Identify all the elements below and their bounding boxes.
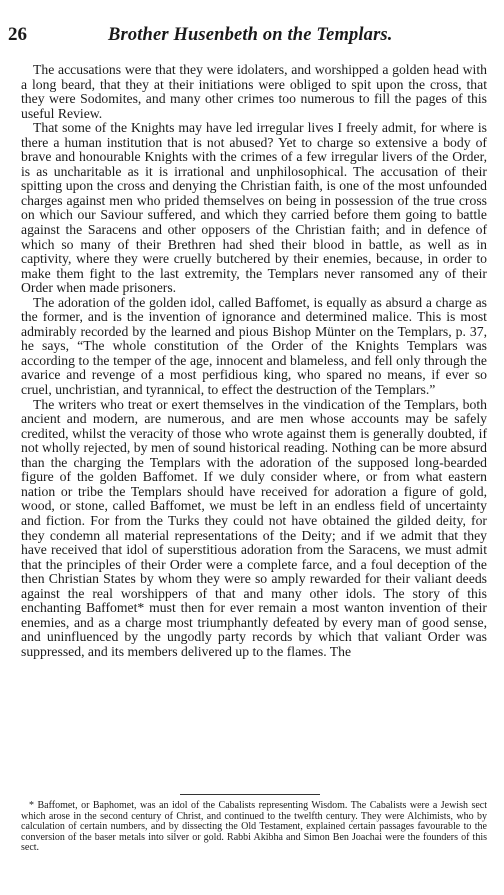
- running-title: Brother Husenbeth on the Templars.: [108, 25, 393, 45]
- paragraph-vindication: The writers who treat or exert themselves in the vindication of the Templars, both ancient and modern, are numerous, and are men whose accounts may be safely credited, whilst the veracity of those who wrote against them is generally doubted, if not wholly rejected, by men of sound historical reading. Nothing can be more absurd than the charging the Templars with the adoration of the supposed long-bearded figure of the golden Baffomet. If we duly consider where, or from what eastern nation or tribe the Templars should have received for adoration a figure of gold, wood, or stone, called Baffomet, we must be left in an endless field of uncertainty and fiction. For from the Turks they could not have obtained the gilded deity, for they condemn all material representations of the Deity; and if we admit that they have received that idol of superstitious adoration from the Saracens, we must admit that the principles of their Order were a complete farce, and a foul deception of the then Christian States by whom they were so amply rewarded for their valiant deeds against the real worshippers of that and many other idols. The story of this enchanting Baffomet* must then for ever remain a most wanton invention of their enemies, and as a charge most triumphantly defeated by every man of good sense, and uninfluenced by the ungodly party records by which that valiant Order was suppressed, and its members delivered up to the flames. The: [21, 396, 487, 659]
- footnote-divider: [180, 794, 320, 795]
- footnote: * Baffomet, or Baphomet, was an idol of the Cabalists representing Wisdom. The Cabalists were a Jewish sect which arose in the second century of Christ, and continued to the twelfth century. They were Alchimists, who by calculation of certain numbers, and by dissecting the Old Testament, explained certain passages favourable to the conversion of the baser metals into silver or gold. Rabbi Akibha and Simon Ben Joachai were the founders of this sect.: [21, 800, 487, 854]
- body-text: [21, 63, 487, 659]
- page-header: [8, 24, 490, 52]
- paragraph-accusations: The accusations were that they were idolaters, and worshipped a golden head with a long beard, that they at their initiations were obliged to spit upon the cross, that they were Sodomites, and many other crimes too numerous to fill the pages of this useful Review.: [21, 62, 487, 121]
- paragraph-irregular-lives: That some of the Knights may have led irregular lives I freely admit, for where is there a human institution that is not abused? Yet to charge so extensive a body of brave and honourable Knights with the crimes of a few irregular livers of the Order, is as uncharitable as it is irrational and unphilosophical. The accusation of their spitting upon the cross and denying the Christian faith, is one of the most unfounded charges against men who prided themselves on being in possession of the true cross on which our Saviour suffered, and which they carried before them going to battle against the Saracens and other opposers of the Christian faith; and in defence of which so many of their Brethren had shed their blood in battle, as well as in captivity, where they were cruelly butchered by their enemies, because, in order to make them fight to the last extremity, the Templars never ransomed any of their Order when made prisoners.: [21, 120, 487, 296]
- paragraph-golden-idol: The adoration of the golden idol, called Baffomet, is equally as absurd a charge as the former, and is the invention of ignorance and determined malice. This is most admirably recorded by the learned and pious Bishop Münter on the Templars, p. 37, he says, “The whole constitution of the Order of the Knights Templars was according to the temper of the age, innocent and blameless, and fell only through the avarice and revenge of a most perfidious king, who spared no means, if ever so cruel, unchristian, and tyrannical, to effect the destruction of the Templars.”: [21, 294, 487, 398]
- page-number: 26: [8, 24, 27, 45]
